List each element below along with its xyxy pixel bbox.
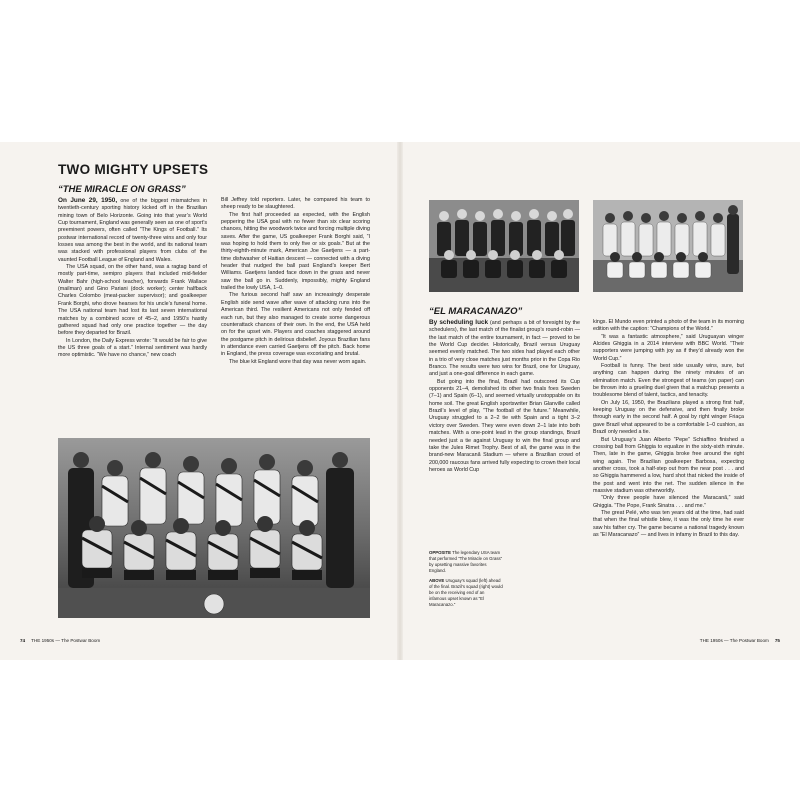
brazil-team-photo — [593, 200, 743, 292]
paragraph: On June 29, 1950, one of the biggest mismatches in twentieth-century sporting history kicked off in the Brazilian mining town of Belo Horizonte. Going into that year’s World Cup tournament, England was generally seen as one of sport’s preeminent powers, often called “The Kings of Football.” Its postwar international record of twenty-three wins and only four losses was among the best in the world, and its national team was stacked with professional players from clubs of the vaunted Football League of England and Wales. — [58, 197, 207, 263]
paragraph: But Uruguay’s Juan Alberto “Pepe” Schiaffino finished a crossing ball from Ghiggia to equalize in the sixty-sixth minute. Then, late in the game, Ghiggia broke free around the right wing again. The Brazilian goalkeeper Barbosa, expecting another cross, took a half-step out from the near post . . . and so Ghiggia hammered a low, hard shot that nicked the inside of the post and went into the net. The sudden silence in the massive stadium was otherworldly. — [593, 436, 744, 494]
paragraph: The USA squad, on the other hand, was a ragtag band of mostly part-time, semipro players that included mid-fielder Walter Bahr (high-school teacher), forwards Frank Wallace (mailman) and Gino Pariani (dock worker); center halfback Charles Colombo (meat-packer supervisor); and goalkeeper Frank Borghi, who drove hearses for his uncle’s funeral home. The USA national team had lost its last seven international matches by a combined score of 45–2, and 1950’s hastily gathered squad had only one practice together — the day before they departed for Brazil. — [58, 264, 207, 337]
book-spread — [0, 142, 800, 660]
folio-right: THE 1950s — The Postwar Boom 75 — [699, 638, 780, 643]
body-column-1 — [58, 197, 207, 360]
paragraph: The first half proceeded as expected, with the English peppering the USA goal with no fewer than six clear scoring chances, hitting the woodwork twice and forcing multiple diving saves. After the game, US goalkeeper Frank Borghi said, “I was hoping to hold them to only five or six goals.” But at the thirty-eighth-minute mark, American Joe Gaetjens — a part-time dishwasher of Haitian descent — connected with a diving header that nudged the ball past England’s keeper Bert Williams. Gaetjens landed face down in the grass and never saw the ball go in. Suddenly, impossibly, mighty England trailed the lowly USA, 1–0. — [221, 211, 370, 292]
section-subhead-miracle: “THE MIRACLE ON GRASS” — [58, 184, 186, 195]
paragraph: “It was a fantastic atmosphere,” said Uruguayan winger Alcides Ghiggia in a 2014 interview with BBC World. “Their supporters were jumping with joy as if they’d already won the World Cup.” — [593, 333, 744, 362]
body-column-3 — [429, 319, 580, 474]
paragraph: “Only three people have silenced the Maracanã,” said Ghiggia. “The Pope, Frank Sinatra . . . and me.” — [593, 495, 744, 509]
page-gutter — [397, 142, 403, 660]
usa-team-photo — [58, 438, 370, 618]
paragraph: The furious second half saw an increasingly desperate English side send wave after wave of attacking runs into the American third. The resilient Americans not only fended off each run, but they also managed to create some dangerous counterattack chances of their own. In the end, the USA held on for the upset win. Players and coaches staggered around the postgame pitch in delirious disbelief. Joyous Brazilian fans in attendance even carried Gaetjens off the pitch. Back home in England, the press coverage was excoriating and brutal. — [221, 292, 370, 358]
paragraph: On July 16, 1950, the Brazilians played a strong first half, keeping Uruguay on the defensive, and then finally broke through early in the second half. A goal by right winger Friaça gave Brazil what appeared to be a comfortable 1–0 cushion, as Brazil only needed a tie. — [593, 399, 744, 436]
photo-captions — [429, 550, 503, 612]
paragraph: The great Pelé, who was ten years old at the time, had said that when the final whistle blew, it was the only time he ever saw his father cry. The game became a national tragedy known as “El Maracanazo” — and lives in infamy in Brazil to this day. — [593, 509, 744, 538]
paragraph: Bill Jeffrey told reporters. Later, he compared his team to sheep ready to be slaughtered. — [221, 197, 370, 211]
paragraph: In London, the Daily Express wrote: “It would be fair to give the US three goals of a start.” Internal sentiment was hardly more optimistic. “We have no chance,” new coach — [58, 337, 207, 359]
paragraph: Football is funny. The best side usually wins, sure, but anything can happen during the ninety minutes of an elimination match. Even the strongest of teams (on paper) can be thrown into a grueling duel given that a matchup presents a troublesome blend of talent, tactics, and tenacity. — [593, 363, 744, 399]
paragraph: But going into the final, Brazil had outscored its Cup opponents 21–4, demolished its other two finals foes Sweden (7–1) and Spain (6–1), and seemed virtually unstoppable on its home soil. The great English sportswriter Brian Glanville called Brazil’s level of play, “The football of the future.” Meanwhile, Uruguay struggled to a 2–2 tie with Spain and a tight 3–2 victory over Sweden. They were even down 2–1 late into both matches. With a one-point lead in the group standings, Brazil needed just a tie against Uruguay to win the final group and take the Jules Rimet Trophy. Best of all, the game was in the brand-new Maracanã Stadium — where a Brazilian crowd of 200,000 raucous fans arrived fully expecting to crown their local heroes as World Cup — [429, 378, 580, 473]
folio-left: 74 THE 1950s — The Postwar Boom — [20, 638, 101, 643]
uruguay-team-photo — [429, 200, 579, 292]
paragraph: kings. El Mundo even printed a photo of the team in its morning edition with the caption: “Champions of the World.” — [593, 319, 744, 333]
body-column-2 — [221, 197, 370, 366]
section-subhead-maracanazo: “EL MARACANAZO” — [429, 306, 523, 317]
paragraph: By scheduling luck (and perhaps a bit of foresight by the schedulers), the last match of the finalist group’s round-robin — the last match of the entire tournament, in fact — proved to be the World Cup decider. Historically, Brazil versus Uruguay seemed evenly matched. The two sides had played each other in a trio of very close matches just months prior in the Copa Rio Branco. The results were two wins for Brazil, one for Uruguay, and just a one-goal difference in each game. — [429, 319, 580, 378]
body-column-4 — [593, 319, 744, 539]
caption-above: ABOVE Uruguay’s squad (left) ahead of the final. Brazil’s squad (right) would be on the receiving end of an infamous upset known as “El Maracanazo.” — [429, 578, 503, 607]
caption-opposite: OPPOSITE The legendary USA team that performed “The Miracle on Grass” by upsetting massive favorites England. — [429, 550, 503, 573]
page-title: TWO MIGHTY UPSETS — [58, 162, 209, 177]
paragraph: The blue kit England wore that day was never worn again. — [229, 358, 367, 365]
